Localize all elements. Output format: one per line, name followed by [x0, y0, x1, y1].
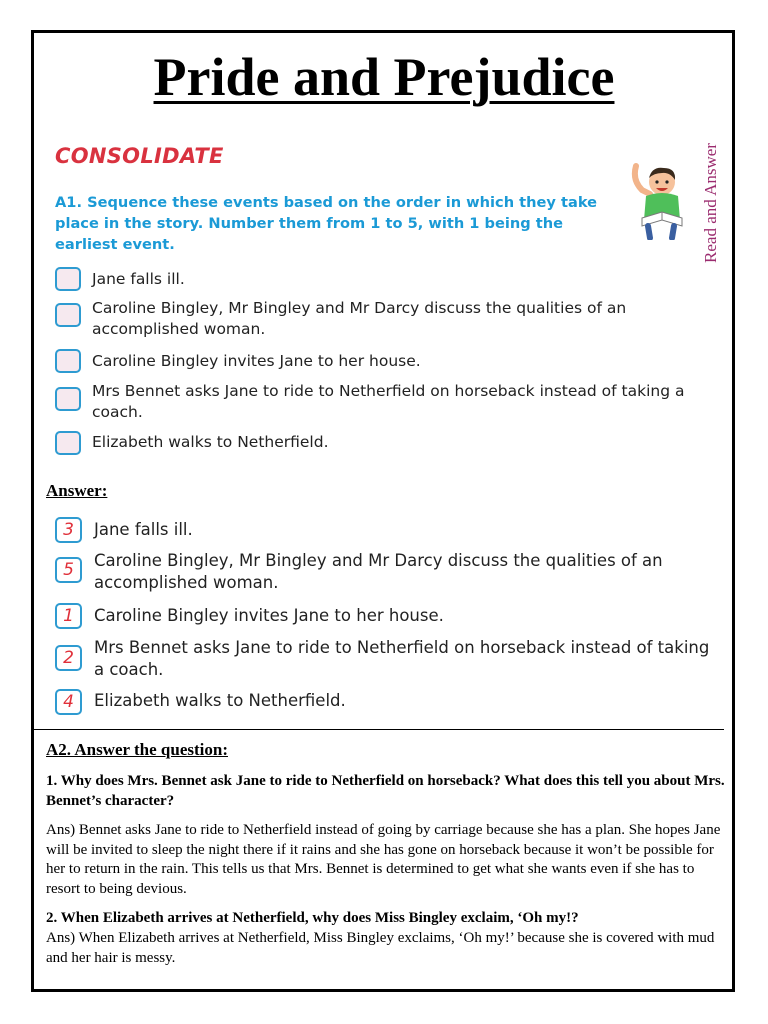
- answer-number-box: 4: [55, 689, 82, 715]
- answer-1: Ans) Bennet asks Jane to ride to Netherfield instead of going by carriage because she has a plan. She hopes Jane will be invited to sleep the night there if it rains and she has gone on horseback because it won’t be possible for her to return in the rain. This tells us that Mrs. Bennet is determined to get what she wants even if she has to resort to being devious.: [46, 822, 721, 897]
- read-and-answer-label: Read and Answer: [701, 142, 720, 263]
- question-2: 2. When Elizabeth arrives at Netherfield, why does Miss Bingley exclaim, ‘Oh my!?: [46, 910, 579, 926]
- event-text: Jane falls ill.: [92, 270, 185, 288]
- number-checkbox[interactable]: [55, 303, 81, 327]
- answer-text: Mrs Bennet asks Jane to ride to Netherfield on horseback instead of taking a coach.: [94, 638, 710, 679]
- answer-label: Answer:: [46, 481, 108, 500]
- number-checkbox[interactable]: [55, 267, 81, 291]
- question-1: 1. Why does Mrs. Bennet ask Jane to ride to Netherfield on horseback? What does this tell you about Mrs. Bennet’s character?: [46, 773, 725, 809]
- answer-text: Elizabeth walks to Netherfield.: [94, 691, 346, 710]
- answer-text: Jane falls ill.: [94, 520, 193, 539]
- number-checkbox[interactable]: [55, 349, 81, 373]
- answer-text: Caroline Bingley, Mr Bingley and Mr Darcy discuss the qualities of an accomplished woman.: [94, 551, 663, 592]
- answer-number-box: 2: [55, 645, 82, 671]
- event-text: Elizabeth walks to Netherfield.: [92, 433, 329, 451]
- event-text: Caroline Bingley, Mr Bingley and Mr Darcy discuss the qualities of an accomplished woman.: [92, 299, 627, 338]
- answer-text: Caroline Bingley invites Jane to her house.: [94, 606, 444, 625]
- answer-number-box: 5: [55, 557, 82, 583]
- task-a1-instructions: A1. Sequence these events based on the order in which they take place in the story. Number them from 1 to 5, with 1 being the earliest event.: [55, 194, 598, 253]
- answer-2: Ans) When Elizabeth arrives at Netherfield, Miss Bingley exclaims, ‘Oh my!’ because she is covered with mud and her hair is messy.: [46, 930, 715, 966]
- answer-number-box: 1: [55, 603, 82, 629]
- divider: [34, 729, 724, 730]
- number-checkbox[interactable]: [55, 431, 81, 455]
- event-text: Caroline Bingley invites Jane to her house.: [92, 352, 421, 370]
- a2-heading: A2. Answer the question:: [46, 740, 228, 759]
- page-title: Pride and Prejudice: [153, 47, 615, 107]
- event-text: Mrs Bennet asks Jane to ride to Netherfield on horseback instead of taking a coach.: [92, 382, 685, 421]
- number-checkbox[interactable]: [55, 387, 81, 411]
- section-heading: CONSOLIDATE: [55, 144, 224, 168]
- reading-child-illustration: [628, 160, 694, 240]
- answer-number-box: 3: [55, 517, 82, 543]
